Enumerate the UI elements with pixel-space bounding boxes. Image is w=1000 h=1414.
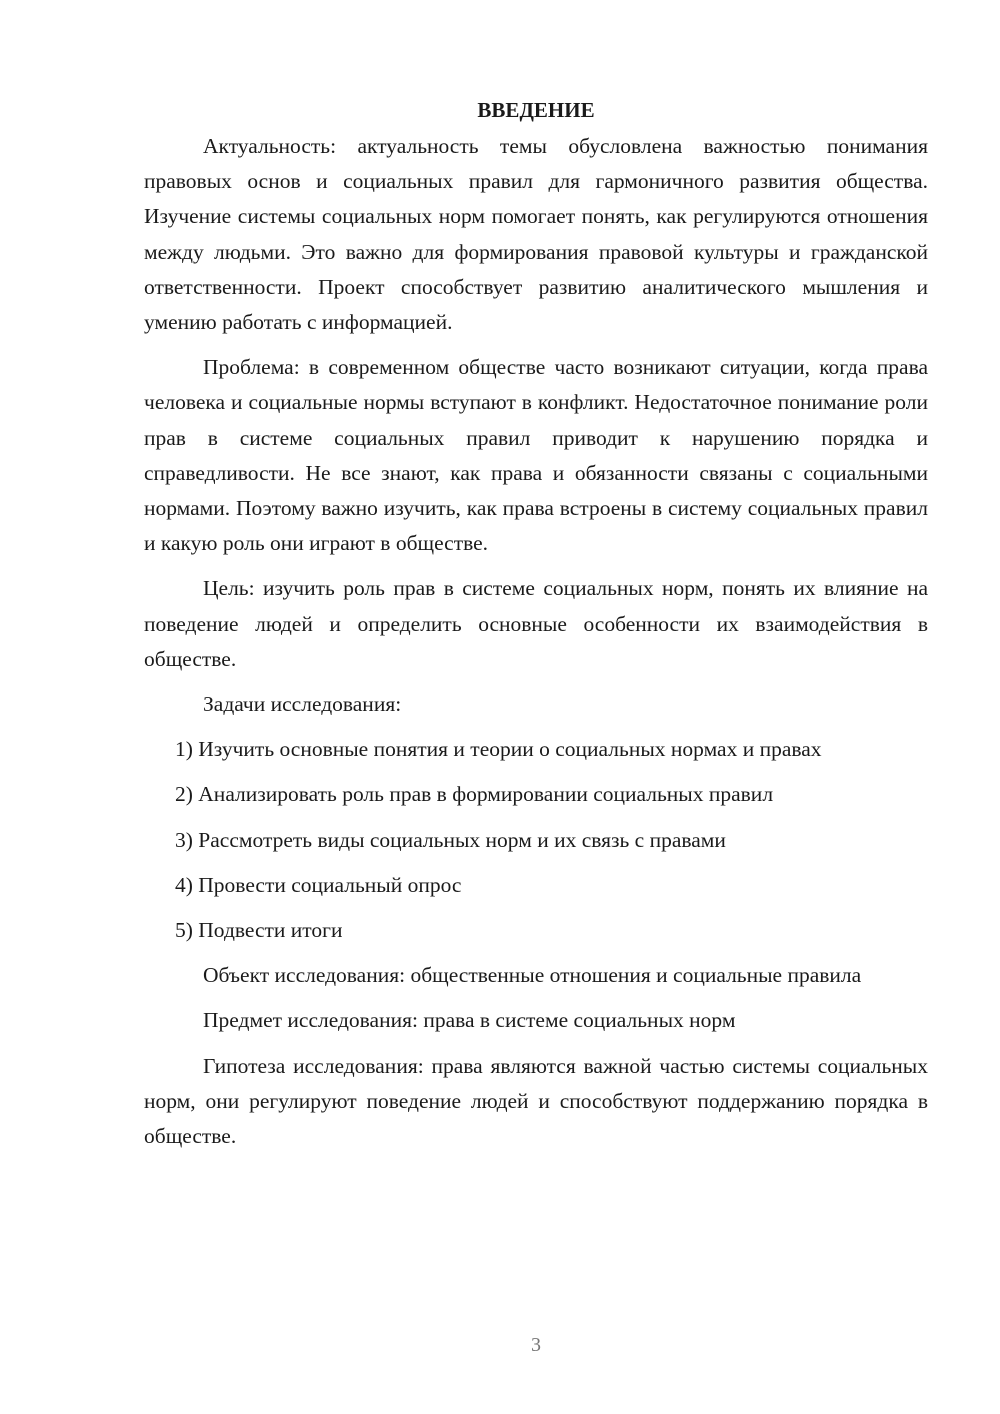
task-item-5: 5) Подвести итоги [175, 918, 343, 943]
hypothesis-paragraph: Гипотеза исследования: права являются важной частью системы социальных норм, они регулируют поведение людей и способствуют поддержанию порядка в обществе. [144, 1053, 928, 1149]
tasks-heading: Задачи исследования: [203, 692, 402, 717]
page-content [144, 94, 928, 1164]
relevance-paragraph: Актуальность: актуальность темы обусловлена важностью понимания правовых основ и социальных правил для гармоничного развития общества. Изучение системы социальных норм помогает понять, как регулируются отношения между людьми. Это важно для формирования правовой культуры и гражданской ответственности. Проект способствует развитию аналитического мышления и умению работать с информацией. [144, 134, 928, 335]
subject-paragraph: Предмет исследования: права в системе социальных норм [203, 1008, 736, 1033]
object-paragraph: Объект исследования: общественные отношения и социальные правила [203, 963, 862, 988]
task-item-3: 3) Рассмотреть виды социальных норм и их связь с правами [175, 827, 726, 852]
problem-paragraph: Проблема: в современном обществе часто возникают ситуации, когда права человека и социальные нормы вступают в конфликт. Недостаточное понимание роли прав в системе социальных правил приводит к нарушению порядка и справедливости. Не все знают, как права и обязанности связаны с социальными нормами. Поэтому важно изучить, как права встроены в систему социальных правил и какую роль они играют в обществе. [144, 355, 928, 556]
page-number: 3 [531, 1334, 541, 1356]
task-item-4: 4) Провести социальный опрос [175, 872, 462, 897]
goal-paragraph: Цель: изучить роль прав в системе социальных норм, понять их влияние на поведение людей и определить основные особенности их взаимодействия в обществе. [144, 576, 928, 671]
task-item-1: 1) Изучить основные понятия и теории о социальных нормах и правах [175, 737, 822, 762]
section-title: ВВЕДЕНИЕ [477, 98, 595, 122]
task-item-2: 2) Анализировать роль прав в формировании социальных правил [175, 782, 774, 807]
